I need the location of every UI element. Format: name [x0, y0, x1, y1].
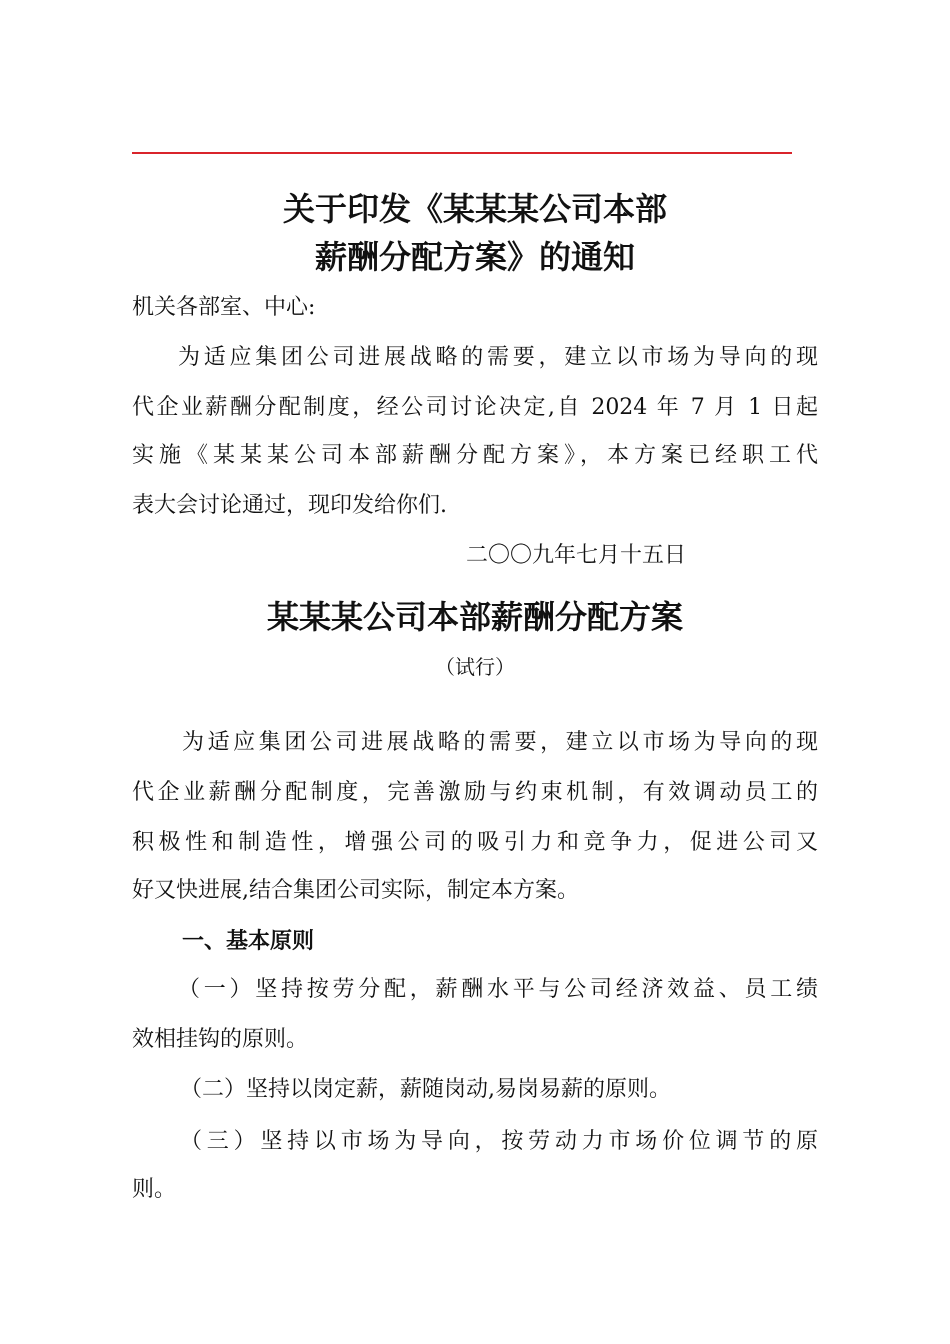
plan-intro-line: 积极性和制造性，增强公司的吸引力和竞争力，促进公司又 [132, 830, 818, 855]
plan-title: 某某某公司本部薪酬分配方案 [266, 598, 683, 636]
principle-3-line: 则。 [132, 1177, 177, 1202]
principle-3-line: （三）坚持以市场为导向，按劳动力市场价位调节的原 [180, 1129, 818, 1154]
plan-intro-line: 代企业薪酬分配制度，完善激励与约束机制，有效调动员工的 [132, 780, 818, 805]
notice-body-line: 为适应集团公司进展战略的需要，建立以市场为导向的现 [178, 345, 818, 370]
notice-date: 二〇〇九年七月十五日 [466, 543, 687, 568]
principle-1-line: （一）坚持按劳分配，薪酬水平与公司经济效益、员工绩 [178, 977, 818, 1002]
plan-intro-line: 为适应集团公司进展战略的需要，建立以市场为导向的现 [182, 730, 818, 755]
notice-body-line: 实施《某某某公司本部薪酬分配方案》，本方案已经职工代 [132, 443, 818, 468]
notice-salutation: 机关各部室、中心: [132, 295, 316, 320]
plan-intro-line: 好又快进展,结合集团公司实际，制定本方案。 [132, 878, 579, 903]
notice-body-line: 表大会讨论通过，现印发给你们. [132, 493, 447, 518]
notice-body-line: 代企业薪酬分配制度，经公司讨论决定,自 2024 年 7 月 1 日起 [132, 395, 818, 420]
notice-title-line2: 薪酬分配方案》的通知 [314, 238, 635, 276]
principle-1-line: 效相挂钩的原则。 [132, 1027, 309, 1052]
plan-subtitle: （试行） [435, 655, 515, 679]
notice-title-line1: 关于印发《某某某公司本部 [282, 190, 667, 228]
principle-2: （二）坚持以岗定薪，薪随岗动,易岗易薪的原则。 [180, 1077, 671, 1102]
red-header-rule [132, 152, 792, 154]
section1-heading: 一、基本原则 [182, 929, 315, 954]
